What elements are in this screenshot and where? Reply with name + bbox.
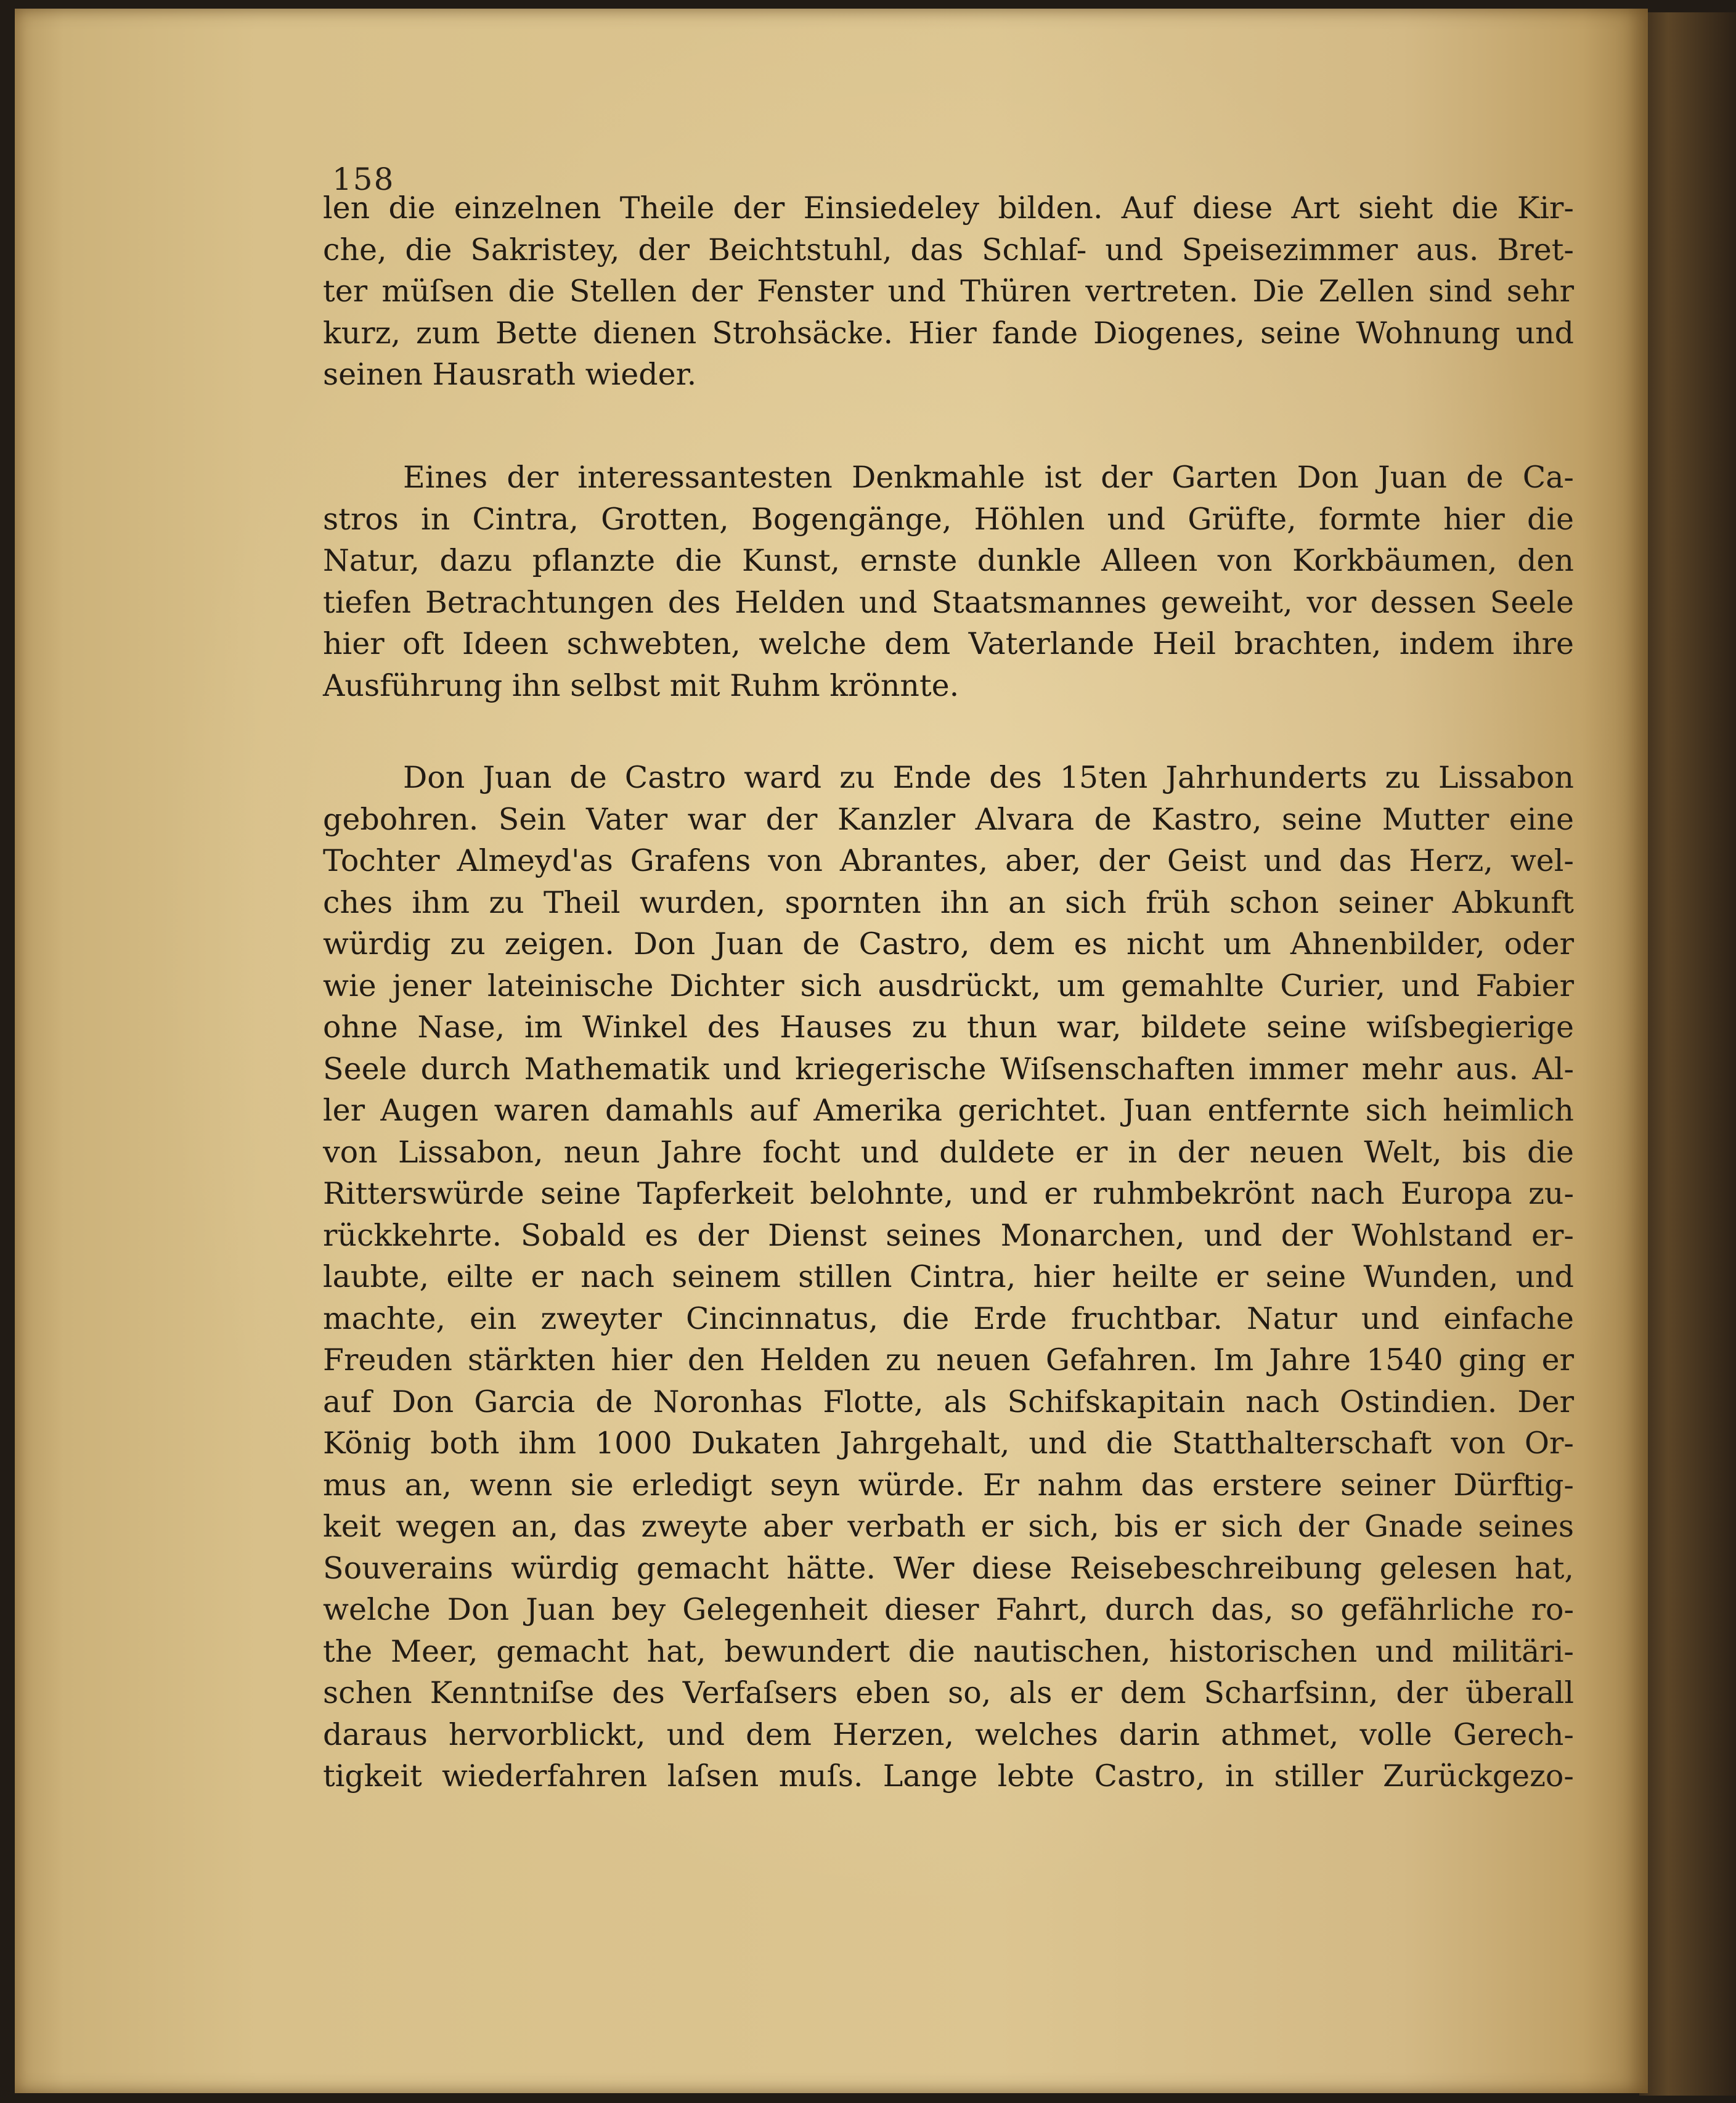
text-line: ohne Nase, im Winkel des Hauses zu thun war, bildete seine wiſsbegierige [323,1010,1574,1045]
text-line: rückkehrte. Sobald es der Dienst seines Monarchen, und der Wohlstand er- [323,1217,1574,1253]
text-line: tiefen Betrachtungen des Helden und Staatsmannes geweiht, vor dessen Seele [323,584,1574,620]
text-line: stros in Cintra, Grotten, Bogengänge, Höhlen und Grüfte, formte hier die [323,501,1574,537]
paragraph-3 [323,757,1574,1797]
text-line: auf Don Garcia de Noronhas Flotte, als Schifskapitain nach Ostindien. Der [323,1384,1574,1419]
text-line: Eines der interessantesten Denkmahle ist der Garten Don Juan de Ca- [403,460,1574,495]
text-line: len die einzelnen Theile der Einsiedeley bilden. Auf diese Art sieht die Kir- [323,190,1574,226]
text-line: seinen Hausrath wieder. [323,357,697,392]
text-line: ter müſsen die Stellen der Fenster und Thüren vertreten. Die Zellen sind sehr [323,274,1574,309]
text-line: Seele durch Mathematik und kriegerische Wiſsenschaften immer mehr aus. Al- [323,1051,1574,1087]
text-line: Freuden stärkten hier den Helden zu neuen Gefahren. Im Jahre 1540 ging er [323,1342,1574,1378]
text-line: mus an, wenn sie erledigt seyn würde. Er nahm das erstere seiner Dürftig- [323,1467,1574,1503]
text-line: the Meer, gemacht hat, bewundert die nautischen, historischen und militäri- [323,1633,1574,1669]
text-line: Ritterswürde seine Tapferkeit belohnte, und er ruhmbekrönt nach Europa zu- [323,1176,1574,1211]
text-line: Ausführung ihn selbst mit Ruhm krönnte. [323,668,960,703]
text-line: machte, ein zweyter Cincinnatus, die Erde fruchtbar. Natur und einfache [323,1301,1574,1336]
text-line: Don Juan de Castro ward zu Ende des 15ten Jahrhunderts zu Lissabon [403,760,1574,795]
paragraph-1 [323,187,1574,396]
text-line: Souverains würdig gemacht hätte. Wer diese Reisebeschreibung gelesen hat, [323,1550,1574,1586]
text-line: würdig zu zeigen. Don Juan de Castro, dem es nicht um Ahnenbilder, oder [323,926,1574,962]
text-line: tigkeit wiederfahren laſsen muſs. Lange lebte Castro, in stiller Zurückgezo- [323,1758,1574,1794]
text-line: König both ihm 1000 Dukaten Jahrgehalt, und die Statthalterschaft von Or- [323,1426,1574,1461]
page-number: 158 [332,161,395,197]
book-edge [1639,12,1736,2096]
text-line: ler Augen waren damahls auf Amerika gerichtet. Juan entfernte sich heimlich [323,1093,1574,1128]
text-line: hier oft Ideen schwebten, welche dem Vaterlande Heil brachten, indem ihre [323,626,1574,661]
text-line: ches ihm zu Theil wurden, spornten ihn an sich früh schon seiner Abkunft [323,884,1574,920]
text-line: wie jener lateinische Dichter sich ausdrückt, um gemahlte Curier, und Fabier [323,968,1574,1003]
text-line: gebohren. Sein Vater war der Kanzler Alvara de Kastro, seine Mutter eine [323,801,1574,837]
text-line: Natur, dazu pflanzte die Kunst, ernste dunkle Alleen von Korkbäumen, den [323,543,1574,578]
text-line: daraus hervorblickt, und dem Herzen, welches darin athmet, volle Gerech- [323,1717,1574,1752]
text-line: welche Don Juan bey Gelegenheit dieser Fahrt, durch das, so gefährliche ro- [323,1592,1574,1627]
text-line: kurz, zum Bette dienen Strohsäcke. Hier fande Diogenes, seine Wohnung und [323,315,1574,351]
text-line: von Lissabon, neun Jahre focht und duldete er in der neuen Welt, bis die [323,1134,1574,1170]
text-line: Tochter Almeyd'as Grafens von Abrantes, aber, der Geist und das Herz, wel- [323,843,1574,878]
text-line: keit wegen an, das zweyte aber verbath er sich, bis er sich der Gnade seines [323,1509,1574,1544]
book-page [15,9,1648,2093]
text-line: che, die Sakristey, der Beichtstuhl, das Schlaf- und Speisezimmer aus. Bret- [323,232,1574,267]
text-line: laubte, eilte er nach seinem stillen Cintra, hier heilte er seine Wunden, und [323,1259,1574,1294]
text-line: schen Kenntniſse des Verfaſsers eben so, als er dem Scharfsinn, der überall [323,1675,1574,1710]
paragraph-2 [323,457,1574,706]
